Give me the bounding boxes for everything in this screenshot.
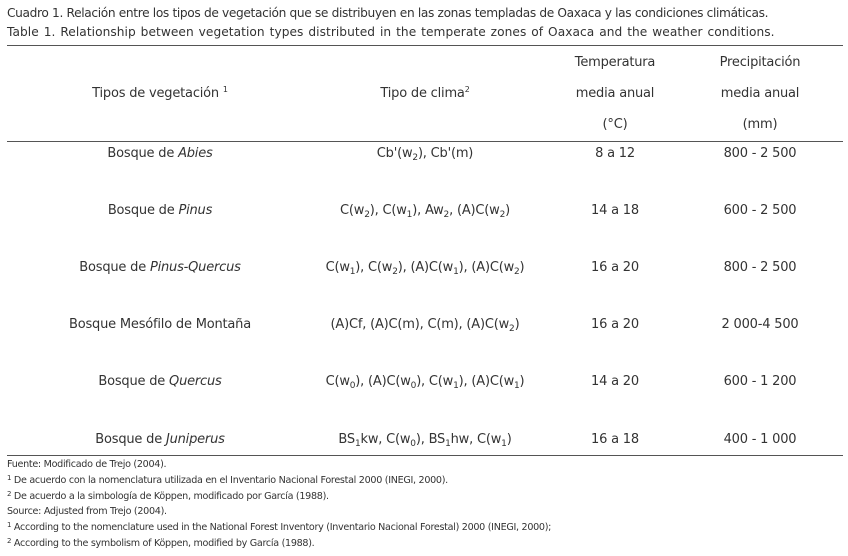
- table-caption-spanish: Cuadro 1. Relación entre los tipos de vegetación que se distribuyen en las zonas templadas de Oaxaca y las condiciones climáticas.: [7, 6, 769, 20]
- genus-name: Quercus: [169, 374, 222, 389]
- vegetation-text: Bosque de: [79, 260, 150, 275]
- cell-climate: $Cb'(w_2)$, Cb'(m): [376, 146, 474, 163]
- footnote: $^2$ De acuerdo a la simbología de Köppen, modificado por García (1988).: [7, 490, 329, 502]
- cell-climate: $BS_1kw$, $C(w_0)$, $BS_1hw$, $C(w_1)$: [338, 432, 512, 449]
- cell-temperature: 16 a 20: [591, 317, 639, 332]
- genus-name: Abies: [178, 146, 213, 161]
- table-caption-english: Table 1. Relationship between vegetation types distributed in the temperate zones of Oaxaca and the weather conditions.: [7, 25, 775, 39]
- vegetation-text: Bosque de: [107, 203, 179, 218]
- cell-temperature: 14 a 20: [591, 374, 639, 389]
- header-vegetation: [20, 86, 300, 101]
- cell-climate: $C(w_1)$, $C(w_2)$, $(A)C(w_1)$, $(A)C(w_2)$: [325, 260, 525, 277]
- footnote: $^1$ According to the nomenclature used in the National Forest Inventory (Inventario Nacional Forestal) 2000 (INEGI, 2000);: [7, 521, 552, 533]
- header-rule: [7, 141, 843, 142]
- cell-vegetation: [20, 432, 300, 447]
- bottom-rule: [7, 455, 843, 456]
- cell-climate: (A)Cf, (A)C(m), C(m), $(A)C(w_2)$: [330, 317, 520, 334]
- cell-precipitation: 400 - 1 000: [723, 432, 797, 447]
- footnote-ref-2: 2: [464, 85, 470, 94]
- header-precip-line1: Precipitación: [719, 55, 801, 70]
- cell-climate: $C(w_0)$, $(A)C(w_0)$, $C(w_1)$, $(A)C(w_1)$: [325, 374, 525, 391]
- cell-temperature: 16 a 18: [591, 432, 639, 447]
- cell-temperature: 14 a 18: [591, 203, 639, 218]
- header-precip-line2: media anual: [720, 86, 800, 101]
- header-climate-label: Tipo de clima: [380, 86, 465, 101]
- footnote: $^1$ De acuerdo con la nomenclatura utilizada en el Inventario Nacional Forestal 2000 (INEGI, 2000).: [7, 474, 448, 486]
- footnote: Source: Adjusted from Trejo (2004).: [7, 506, 167, 517]
- cell-precipitation: 600 - 1 200: [723, 374, 797, 389]
- header-vegetation-label: Tipos de vegetación: [92, 86, 219, 101]
- cell-climate: $C(w_2)$, $C(w_1)$, $Aw_2$, $(A)C(w_2)$: [340, 203, 510, 220]
- cell-vegetation: [20, 260, 300, 275]
- vegetation-text: Bosque de: [98, 374, 170, 389]
- vegetation-text: Bosque de: [95, 432, 166, 447]
- genus-name: Juniperus: [165, 432, 225, 447]
- vegetation-text: Bosque Mesófilo de Montaña: [69, 317, 251, 332]
- cell-vegetation: [20, 203, 300, 218]
- cell-precipitation: 800 - 2 500: [723, 146, 797, 161]
- vegetation-text: Bosque de: [107, 146, 179, 161]
- cell-vegetation: [20, 317, 300, 332]
- genus-name: Pinus: [178, 203, 213, 218]
- cell-precipitation: 800 - 2 500: [723, 260, 797, 275]
- genus-name: Pinus-Quercus: [149, 260, 241, 275]
- cell-temperature: 16 a 20: [591, 260, 639, 275]
- header-temp-line1: Temperatura: [574, 55, 656, 70]
- header-climate: [290, 86, 560, 101]
- footnote: $^2$ According to the symbolism of Köppen, modified by García (1988).: [7, 537, 315, 549]
- footnote: Fuente: Modificado de Trejo (2004).: [7, 459, 167, 470]
- cell-vegetation: [20, 374, 300, 389]
- cell-precipitation: 600 - 2 500: [723, 203, 797, 218]
- footnote-ref-1: 1: [222, 85, 228, 94]
- cell-temperature: 8 a 12: [595, 146, 635, 161]
- header-precip-unit: (mm): [742, 117, 778, 132]
- cell-precipitation: 2 000-4 500: [721, 317, 799, 332]
- header-temp-line2: media anual: [575, 86, 655, 101]
- top-rule: [7, 45, 843, 46]
- header-temp-unit: (°C): [602, 117, 628, 132]
- cell-vegetation: [20, 146, 300, 161]
